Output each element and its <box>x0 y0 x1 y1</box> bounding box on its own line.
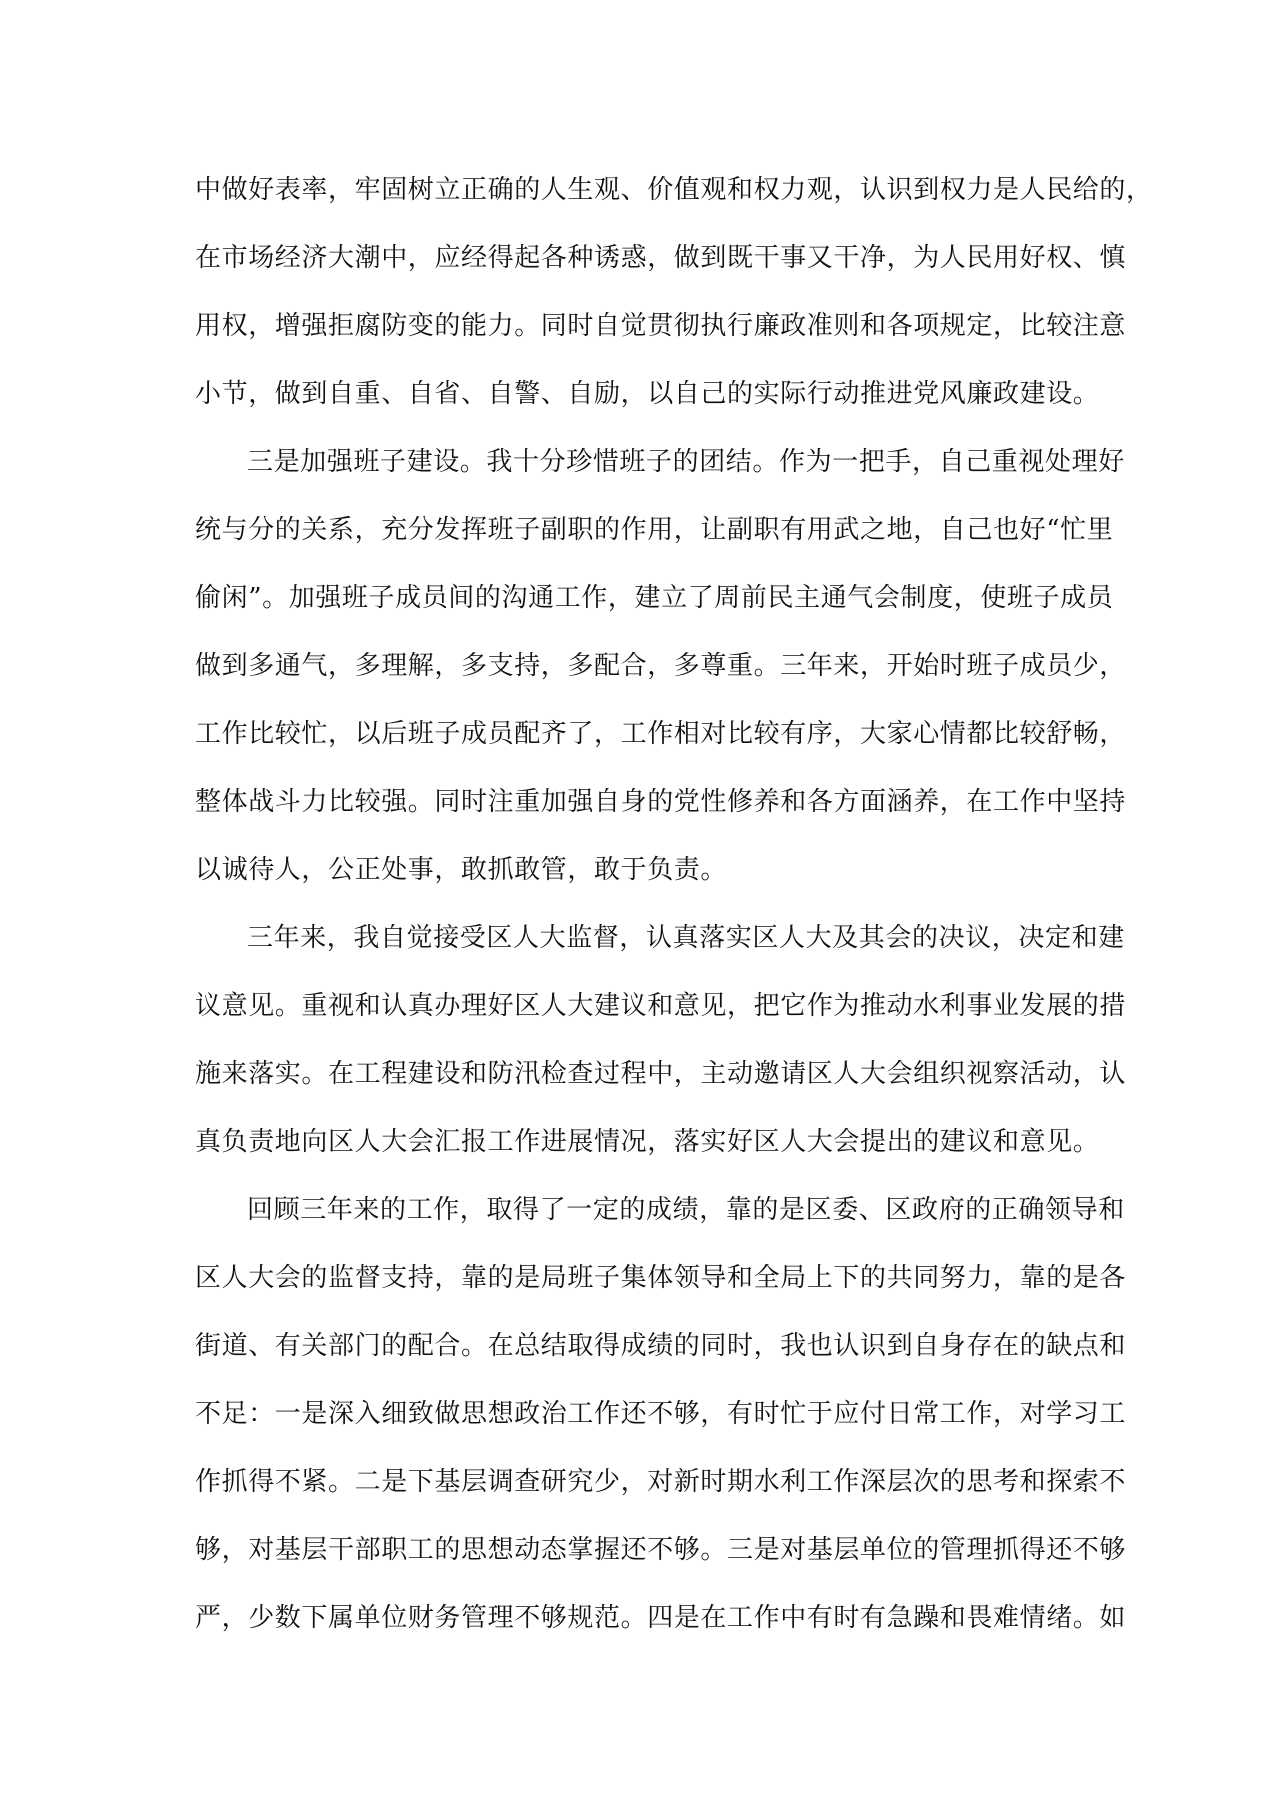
text-line: 以诚待人，公正处事，敢抓敢管，敢于负责。 <box>195 855 728 885</box>
text-line: 回顾三年来的工作，取得了一定的成绩，靠的是区委、区政府的正确领导和 <box>247 1195 1125 1225</box>
text-line: 三是加强班子建设。我十分珍惜班子的团结。作为一把手，自己重视处理好 <box>247 447 1125 477</box>
text-line: 三年来，我自觉接受区人大监督，认真落实区人大及其会的决议，决定和建 <box>247 923 1125 953</box>
text-line: 小节，做到自重、自省、自警、自励，以自己的实际行动推进党风廉政建设。 <box>195 379 1100 409</box>
text-line: 整体战斗力比较强。同时注重加强自身的党性修养和各方面涵养，在工作中坚持 <box>195 787 1127 817</box>
paragraph-4 <box>195 1185 1127 1661</box>
paragraph-3 <box>195 913 1127 1185</box>
text-line: 在市场经济大潮中，应经得起各种诱惑，做到既干事又干净，为人民用好权、慎 <box>195 243 1127 273</box>
text-line: 偷闲”。加强班子成员间的沟通工作，建立了周前民主通气会制度，使班子成员 <box>195 583 1114 613</box>
text-line: 中做好表率，牢固树立正确的人生观、价值观和权力观，认识到权力是人民给的， <box>195 175 1153 205</box>
text-line: 区人大会的监督支持，靠的是局班子集体领导和全局上下的共同努力，靠的是各 <box>195 1263 1127 1293</box>
text-line: 真负责地向区人大会汇报工作进展情况，落实好区人大会提出的建议和意见。 <box>195 1127 1100 1157</box>
text-line: 施来落实。在工程建设和防汛检查过程中，主动邀请区人大会组织视察活动，认 <box>195 1059 1127 1089</box>
paragraph-2 <box>195 437 1127 913</box>
text-line: 作抓得不紧。二是下基层调查研究少，对新时期水利工作深层次的思考和探索不 <box>195 1467 1127 1497</box>
text-line: 议意见。重视和认真办理好区人大建议和意见，把它作为推动水利事业发展的措 <box>195 991 1127 1021</box>
text-line: 严，少数下属单位财务管理不够规范。四是在工作中有时有急躁和畏难情绪。如 <box>195 1603 1127 1633</box>
text-line: 做到多通气，多理解，多支持，多配合，多尊重。三年来，开始时班子成员少， <box>195 651 1127 681</box>
text-line: 工作比较忙，以后班子成员配齐了，工作相对比较有序，大家心情都比较舒畅， <box>195 719 1127 749</box>
text-line: 街道、有关部门的配合。在总结取得成绩的同时，我也认识到自身存在的缺点和 <box>195 1331 1127 1361</box>
text-line: 统与分的关系，充分发挥班子副职的作用，让副职有用武之地，自己也好“忙里 <box>195 515 1114 545</box>
text-line: 不足：一是深入细致做思想政治工作还不够，有时忙于应付日常工作，对学习工 <box>195 1399 1127 1429</box>
paragraph-1 <box>195 165 1153 437</box>
text-line: 用权，增强拒腐防变的能力。同时自觉贯彻执行廉政准则和各项规定，比较注意 <box>195 311 1127 341</box>
text-line: 够，对基层干部职工的思想动态掌握还不够。三是对基层单位的管理抓得还不够 <box>195 1535 1127 1565</box>
